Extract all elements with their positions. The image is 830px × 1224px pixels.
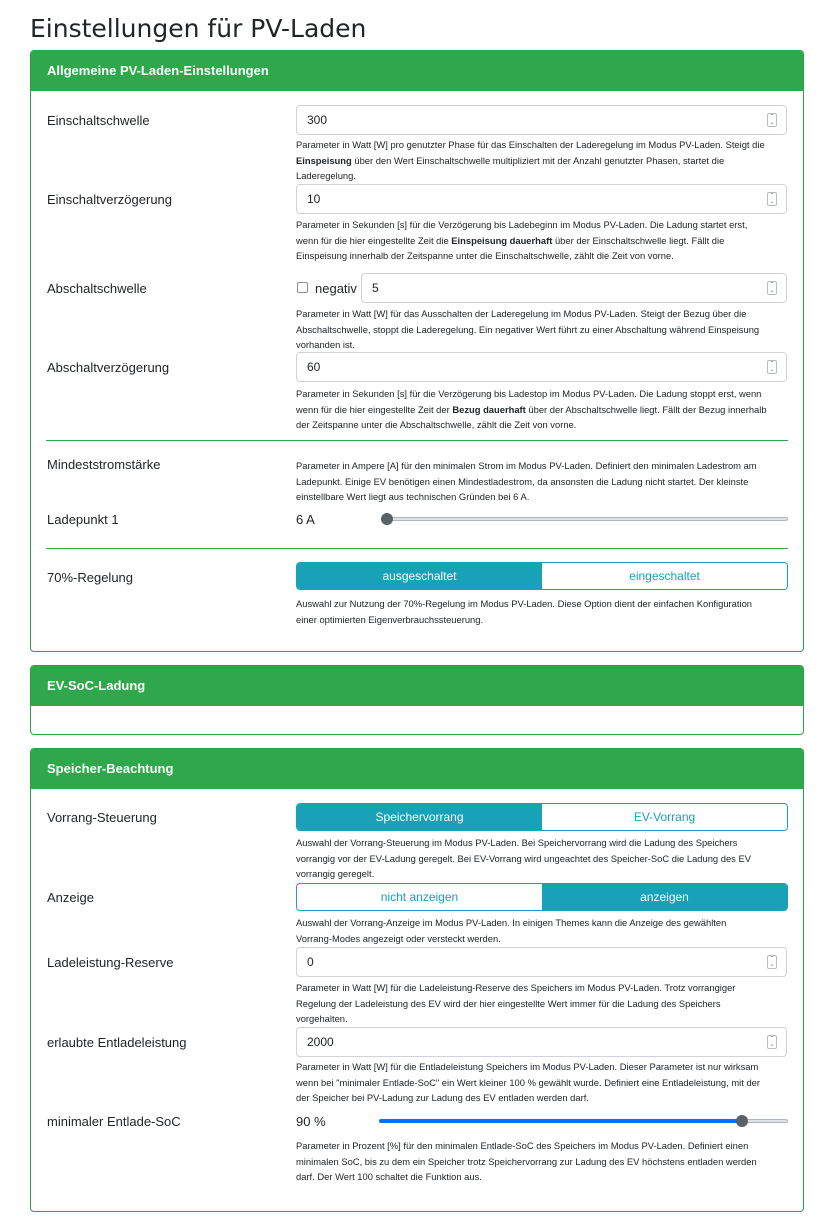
spinner-icon[interactable]: ⌃ ⌄ — [767, 1035, 777, 1049]
abschaltverzoegerung-input[interactable] — [296, 352, 787, 382]
min-soc-help: Parameter in Prozent [%] für den minimalen Entlade-SoC des Speichers im Modus PV-Laden. Definiert einen minimalen SoC, bis zu dem ein Speicher trotz Speichervorrang zur Ladung des EV höchstens entladen werden darf. Der Wert 100 schaltet die Funktion aus. — [296, 1140, 757, 1182]
page-title: Einstellungen für PV-Laden — [30, 14, 367, 43]
abschaltverzoegerung-label: Abschaltverzögerung — [47, 360, 170, 375]
abschaltschwelle-value: 5 — [372, 281, 379, 295]
spinner-icon[interactable]: ⌃ ⌄ — [767, 360, 777, 374]
regelung70-off-button[interactable]: ausgeschaltet — [297, 563, 542, 589]
anzeigen-button[interactable]: anzeigen — [542, 884, 787, 910]
einschaltschwelle-label: Einschaltschwelle — [47, 113, 150, 128]
vorrang-toggle[interactable] — [296, 803, 788, 831]
mindeststrom-label: Mindeststromstärke — [47, 457, 161, 472]
einschaltverzoegerung-help: Parameter in Sekunden [s] für die Verzögerung bis Ladebeginn im Modus PV-Laden. Die Ladung startet erst, wenn für die hier eingestellte Zeit die Einspeisung dauerhaft über der Einschaltschwelle liegt. Fällt die Einspeisung innerhalb der Zeitspanne unter die Einschaltschwelle, zählt die Zeit von vorne. — [296, 219, 748, 261]
abschaltverzoegerung-help: Parameter in Sekunden [s] für die Verzögerung bis Ladestop im Modus PV-Laden. Die Ladung stoppt erst, wenn wenn für die hier eingestellte Zeit der Bezug dauerhaft über der Abschaltschwelle liegt. Fällt der Bezug innerhalb der Zeitspanne unter die Abschaltschwelle, zählt die Zeit von vorne. — [296, 388, 767, 430]
einschaltschwelle-value: 300 — [307, 113, 328, 127]
ev-soc-header[interactable]: EV-SoC-Ladung — [31, 666, 803, 706]
vorrang-label: Vorrang-Steuerung — [47, 810, 157, 825]
reserve-label: Ladeleistung-Reserve — [47, 955, 174, 970]
abschaltschwelle-help: Parameter in Watt [W] für das Ausschalten der Laderegelung im Modus PV-Laden. Steigt der Bezug über die Abschaltschwelle, stoppt die Laderegelung. Ein negativer Wert führt zu einer Abschaltung während Einspeisung vorhanden ist. — [296, 308, 760, 350]
ladepunkt-slider-thumb[interactable] — [381, 513, 393, 525]
divider — [46, 548, 788, 549]
min-soc-slider-fill — [379, 1119, 742, 1123]
spinner-icon[interactable]: ⌃ ⌄ — [767, 113, 777, 127]
regelung70-label: 70%-Regelung — [47, 570, 134, 585]
spinner-icon[interactable]: ⌃ ⌄ — [767, 955, 777, 969]
regelung70-on-button[interactable]: eingeschaltet — [542, 563, 787, 589]
anzeige-label: Anzeige — [47, 890, 94, 905]
entladeleistung-input[interactable] — [296, 1027, 787, 1057]
speicher-header[interactable]: Speicher-Beachtung — [31, 749, 803, 789]
entladeleistung-help: Parameter in Watt [W] für die Entladeleistung Speichers im Modus PV-Laden. Dieser Parameter ist nur wirksam wenn bei "minimaler Entlade-SoC" ein Wert kleiner 100 % gewählt wurde. Definiert eine Entladeleistung, mit der der Speicher bei PV-Ladung zur Ladung des EV entladen werden darf. — [296, 1061, 761, 1103]
mindeststrom-help: Parameter in Ampere [A] für den minimalen Strom im Modus PV-Laden. Definiert den minimalen Ladestrom am Ladepunkt. Einige EV benötigen einen Mindestladestrom, da ansonsten die Ladung nicht startet. Der kleinste einstellbare Wert liegt aus technischen Gründen bei 6 A. — [296, 460, 757, 502]
einschaltverzoegerung-value: 10 — [307, 192, 321, 206]
reserve-value: 0 — [307, 955, 314, 969]
negativ-label[interactable]: negativ — [315, 281, 357, 296]
ladepunkt-label: Ladepunkt 1 — [47, 512, 119, 527]
anzeige-help: Auswahl der Vorrang-Anzeige im Modus PV-Laden. In einigen Themes kann die Anzeige des gewählten Vorrang-Modes angezeigt oder versteckt werden. — [296, 917, 727, 944]
regelung70-help: Auswahl zur Nutzung der 70%-Regelung im Modus PV-Laden. Diese Option dient der einfachen Konfiguration einer optimierten Eigenverbrauchssteuerung. — [296, 598, 753, 625]
ev-soc-card — [30, 665, 804, 735]
einschaltverzoegerung-label: Einschaltverzögerung — [47, 192, 173, 207]
spinner-icon[interactable]: ⌃ ⌄ — [767, 192, 777, 206]
general-settings-card — [30, 50, 804, 652]
speicher-card — [30, 748, 804, 1212]
ladepunkt-value: 6 A — [296, 512, 315, 527]
regelung70-toggle[interactable] — [296, 562, 788, 590]
speichervorrang-button[interactable]: Speichervorrang — [297, 804, 542, 830]
min-soc-slider-thumb[interactable] — [736, 1115, 748, 1127]
abschaltverzoegerung-value: 60 — [307, 360, 321, 374]
abschaltschwelle-input[interactable] — [361, 273, 787, 303]
spinner-icon[interactable]: ⌃ ⌄ — [767, 281, 777, 295]
einschaltschwelle-help: Parameter in Watt [W] pro genutzter Phase für das Einschalten der Laderegelung im Modus PV-Laden. Steigt die Einspeisung über den Wert Einschaltschwelle multipliziert mit der Anzahl genutzter Phasen, startet die Laderegelung. — [296, 139, 765, 181]
anzeige-toggle[interactable] — [296, 883, 788, 911]
einschaltschwelle-input[interactable] — [296, 105, 787, 135]
reserve-input[interactable] — [296, 947, 787, 977]
vorrang-help: Auswahl der Vorrang-Steuerung im Modus PV-Laden. Bei Speichervorrang wird die Ladung des Speichers vorrangig vor der EV-Ladung geregelt. Bei EV-Vorrang wird ungeachtet des Speicher-SoC die Ladung des EV vorrangig geregelt. — [296, 837, 751, 879]
negativ-checkbox[interactable] — [297, 282, 308, 293]
einschaltverzoegerung-input[interactable] — [296, 184, 787, 214]
entladeleistung-value: 2000 — [307, 1035, 334, 1049]
divider — [46, 440, 788, 441]
general-settings-header[interactable]: Allgemeine PV-Laden-Einstellungen — [31, 51, 803, 91]
ladepunkt-slider-track[interactable] — [381, 517, 788, 521]
min-soc-label: minimaler Entlade-SoC — [47, 1114, 181, 1129]
min-soc-value: 90 % — [296, 1114, 326, 1129]
ev-vorrang-button[interactable]: EV-Vorrang — [542, 804, 787, 830]
nicht-anzeigen-button[interactable]: nicht anzeigen — [297, 884, 542, 910]
entladeleistung-label: erlaubte Entladeleistung — [47, 1035, 187, 1050]
abschaltschwelle-label: Abschaltschwelle — [47, 281, 147, 296]
reserve-help: Parameter in Watt [W] für die Ladeleistung-Reserve des Speichers im Modus PV-Laden. Trotz vorrangiger Regelung der Ladeleistung des EV wird der hier eingestellte Wert immer für die Ladung des Speichers vorgehalten. — [296, 982, 736, 1024]
